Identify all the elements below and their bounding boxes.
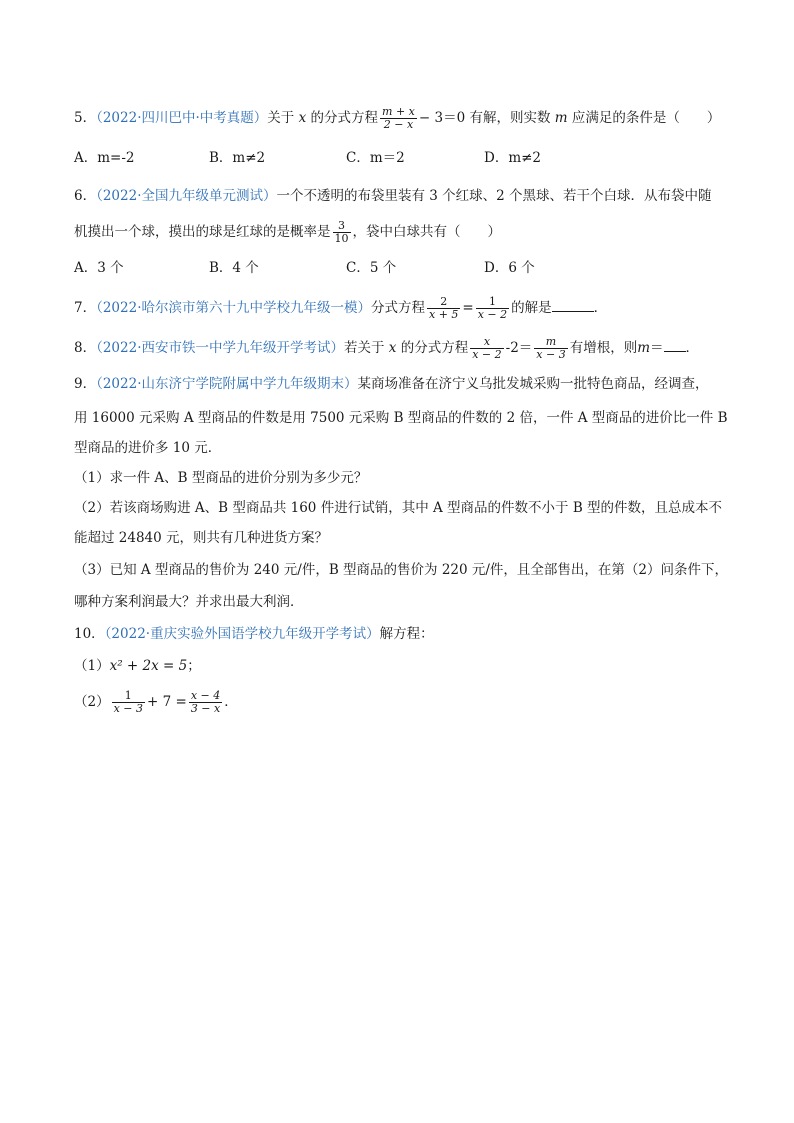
equation: x² + 2x = 5: [109, 658, 188, 674]
question-number: 8．: [74, 340, 97, 356]
question-text: 关于: [267, 110, 295, 126]
question-text: − 3＝0 有解，则实数: [418, 110, 551, 126]
question-9-part-3: （3）已知 A 型商品的售价为 240 元/件，B 型商品的售价为 220 元/件，且全部售出，在第（2）问条件下，: [74, 562, 729, 578]
fraction: $\frac{1}{x - 3}$: [113, 689, 144, 715]
option-c: C．5 个: [346, 260, 397, 276]
question-6: [74, 186, 734, 206]
question-text: 一个不透明的布袋里装有 3 个红球、2 个黑球、若干个白球．从布袋中随: [276, 188, 712, 204]
question-6-line-2: [74, 220, 734, 245]
fraction: $\frac{2}{x + 5}$: [429, 295, 459, 321]
question-9-part-1: （1）求一件 A、B 型商品的进价分别为多少元？: [74, 470, 368, 486]
option-d: D．6 个: [484, 260, 535, 276]
question-8: 8．（2022·西安市铁一中学九年级开学考试）若关于 x 的分式方程 $\frac{x}{x - 2}$ -2＝ $\frac{m}{x - 3}$ 有增根，则m＝ ．: [74, 335, 700, 361]
fraction: $\frac{3}{10}$: [334, 219, 349, 245]
option-d: D．m≠2: [484, 150, 542, 166]
question-9-line-3: 型商品的进价多 10 元．: [74, 440, 222, 456]
fraction: $\frac{m + x}{2 - x}$: [382, 105, 415, 131]
question-text: 应满足的条件是（ ）: [571, 110, 721, 126]
question-source: （2022·全国九年级单元测试）: [96, 188, 277, 204]
question-7: 7．（2022·哈尔滨市第六十九中学校九年级一模）分式方程 $\frac{2}{x + 5}$ = $\frac{1}{x - 2}$ 的解是 ．: [74, 295, 608, 321]
question-source: （2022·四川巴中·中考真题）: [96, 110, 268, 126]
question-text: -2＝: [505, 340, 533, 356]
fraction: $\frac{x}{x - 2}$: [472, 335, 502, 361]
option-b: B．4 个: [209, 260, 259, 276]
question-10-part-2: （2） $\frac{1}{x - 3}$ + 7 = $\frac{x - 4}{3 - x}$ ．: [74, 689, 238, 715]
question-9-part-3-cont: 哪种方案利润最大？并求出最大利润．: [74, 594, 304, 610]
question-text: 若关于: [344, 340, 385, 356]
question-text: 某商场准备在济宁义乌批发城采购一批特色商品，经调查，: [357, 376, 709, 392]
answer-blank: [552, 299, 594, 312]
option-b: B．m≠2: [209, 150, 266, 166]
question-number: 6．: [74, 188, 97, 204]
variable-m: m: [554, 110, 568, 126]
question-source: （2022·山东济宁学院附属中学九年级期末）: [96, 376, 358, 392]
fraction: $\frac{x - 4}{3 - x}$: [190, 689, 221, 715]
question-5: [74, 106, 734, 131]
question-9-part-2: （2）若该商场购进 A、B 型商品共 160 件进行试销，其中 A 型商品的件数不小于 B 型的件数，且总成本不: [74, 500, 723, 516]
option-a: A．m=-2: [74, 150, 135, 166]
question-number: 9．: [74, 376, 97, 392]
question-10-part-1: （1）x² + 2x = 5；: [74, 658, 201, 674]
question-text: 解方程：: [379, 626, 434, 642]
variable-x: x: [298, 110, 307, 126]
question-text: 机摸出一个球，摸出的球是红球的是概率是: [74, 224, 331, 240]
question-text: 有增根，则: [569, 340, 638, 356]
question-10: [74, 624, 734, 644]
question-number: 7．: [74, 300, 97, 316]
option-a: A．3 个: [74, 260, 124, 276]
equals-sign: =: [462, 300, 474, 316]
question-text: ，袋中白球共有（ ）: [352, 224, 501, 240]
question-number: 5．: [74, 110, 97, 126]
question-source: （2022·重庆实验外国语学校九年级开学考试）: [104, 626, 380, 642]
fraction: $\frac{m}{x - 3}$: [536, 335, 566, 361]
fraction: $\frac{1}{x - 2}$: [477, 295, 508, 321]
question-9-line-2: 用 16000 元采购 A 型商品的件数是用 7500 元采购 B 型商品的件数的 2 倍，一件 A 型商品的进价比一件 B: [74, 410, 728, 426]
variable-m: m: [637, 340, 651, 356]
question-text: 的分式方程: [400, 340, 469, 356]
question-text: 的解是: [511, 300, 552, 316]
variable-x: x: [388, 340, 397, 356]
answer-blank: [664, 339, 686, 352]
question-source: （2022·哈尔滨市第六十九中学校九年级一模）: [96, 300, 371, 316]
question-source: （2022·西安市铁一中学九年级开学考试）: [96, 340, 344, 356]
question-9-part-2-cont: 能超过 24840 元，则共有几种进货方案？: [74, 530, 329, 546]
option-c: C．m＝2: [346, 150, 405, 166]
question-number: 10．: [74, 626, 105, 642]
question-text: 分式方程: [371, 300, 425, 316]
question-text: 的分式方程: [310, 110, 379, 126]
question-9: [74, 374, 734, 394]
